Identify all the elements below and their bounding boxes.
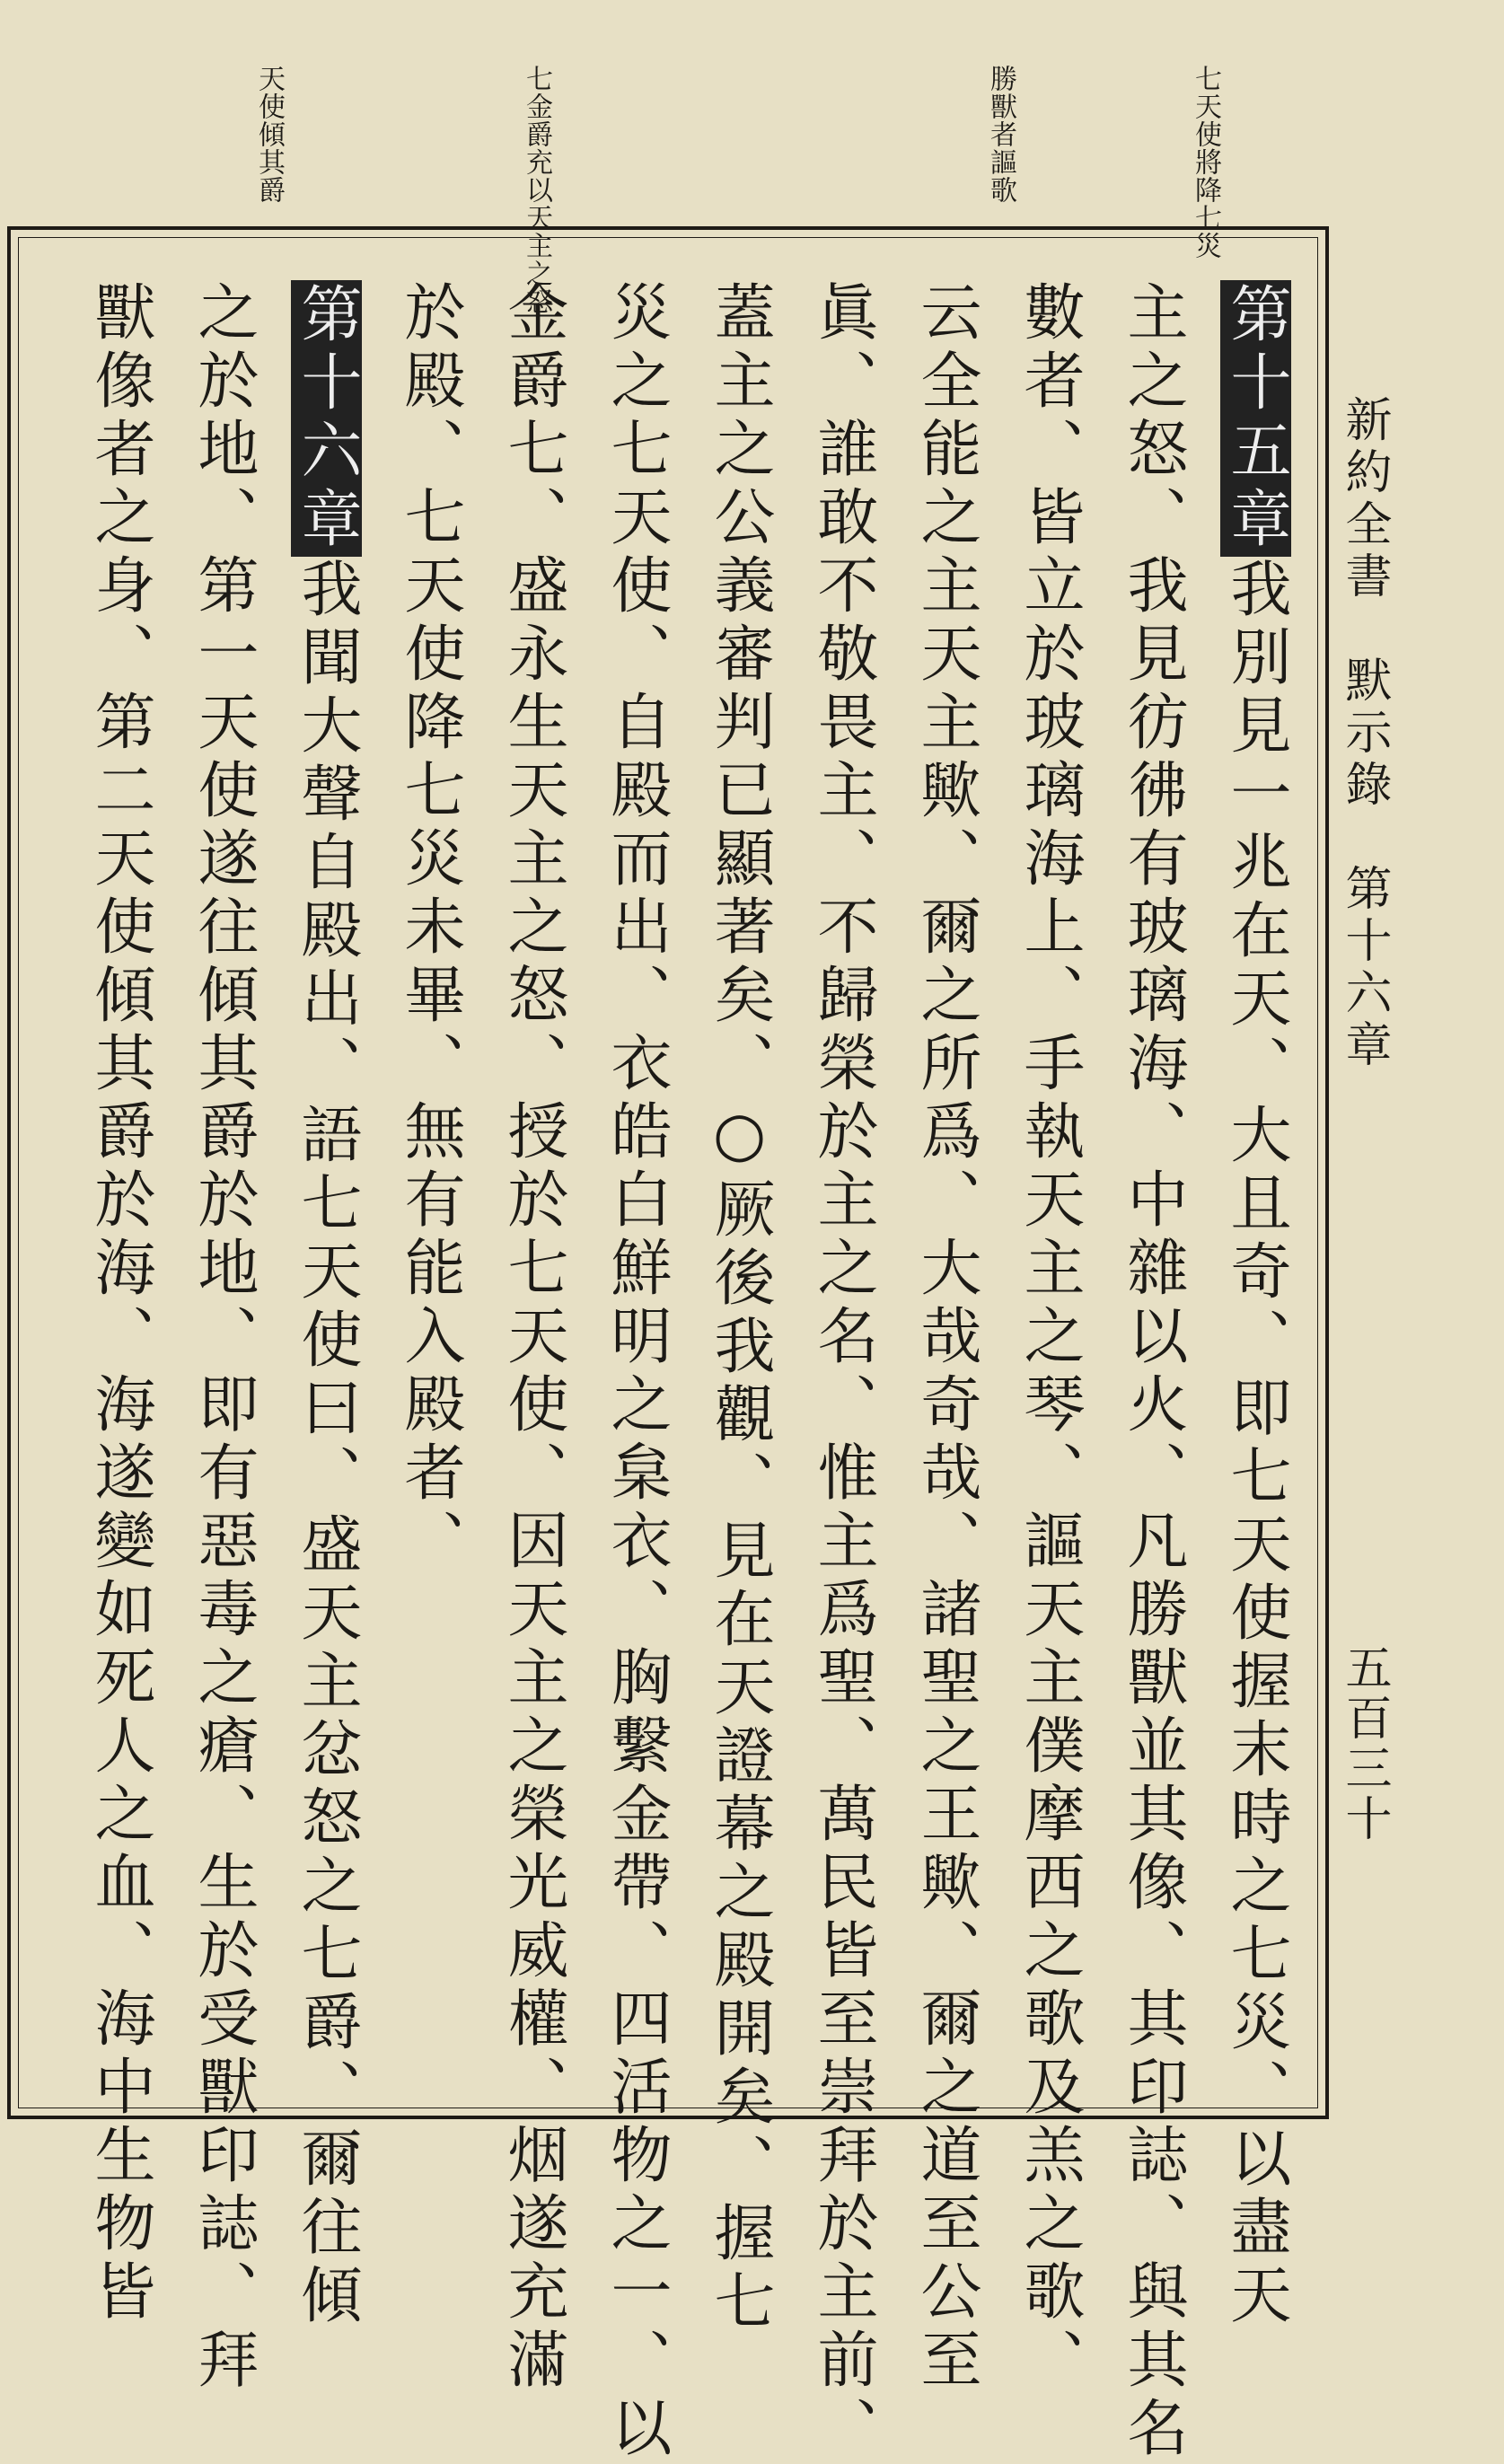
text-columns xyxy=(11,230,1325,2464)
margin-note: 天使傾其爵 xyxy=(253,65,285,204)
text-column: 金爵七、盛永生天主之怒、授於七天使、因天主之榮光威權、烟遂充滿 xyxy=(497,280,568,2396)
page-number: 五百三十 xyxy=(1337,1643,1391,1844)
text-column: 云全能之主天主歟、爾之所爲、大哉奇哉、諸聖之王歟、爾之道至公至 xyxy=(910,280,981,2396)
text-column: 於殿、七天使降七災未畢、無有能入殿者、 xyxy=(394,280,465,1577)
text-column: 獸像者之身、第二天使傾其爵於海、海遂變如死人之血、海中生物皆 xyxy=(84,280,155,2328)
chapter-heading: 第十五章 xyxy=(1220,282,1291,555)
text-column: 災之七天使、自殿而出、衣皓白鮮明之枲衣、胸繫金帶、四活物之一、以 xyxy=(601,280,672,2464)
text-column: 蓋主之公義審判已顯著矣、○厥後我觀、見在天證幕之殿開矣、握七 xyxy=(704,280,775,2337)
margin-note: 七天使將降七災 xyxy=(1190,65,1221,260)
margin-note: 七金爵充以天主之怒 xyxy=(521,65,552,315)
text-column: 數者、皆立於玻璃海上、手執天主之琴、謳天主僕摩西之歌及羔之歌、 xyxy=(1014,280,1085,2396)
text-column xyxy=(1221,280,1289,2331)
margin-note: 勝獸者謳歌 xyxy=(985,65,1016,204)
text-column: 眞、誰敢不敬畏主、不歸榮於主之名、惟主爲聖、萬民皆至崇拜於主前、 xyxy=(807,280,878,2464)
text-column: 之於地、第一天使遂往傾其爵於地、即有惡毒之瘡、生於受獸印誌、拜 xyxy=(188,280,259,2396)
column-text: 我別見一兆在天、大且奇、即七天使握末時之七災、以盡天 xyxy=(1220,557,1291,2331)
column-text: 我聞大聲自殿出、語七天使曰、盛天主忿怒之七爵、爾往傾 xyxy=(291,557,362,2331)
text-frame xyxy=(7,226,1329,2464)
running-header: 新約全書 默示錄 第十六章 xyxy=(1337,395,1391,1072)
text-column: 主之怒、我見彷彿有玻璃海、中雜以火、凡勝獸並其像、其印誌、與其名 xyxy=(1117,280,1188,2464)
text-column xyxy=(292,280,360,2331)
chapter-heading: 第十六章 xyxy=(291,282,362,555)
